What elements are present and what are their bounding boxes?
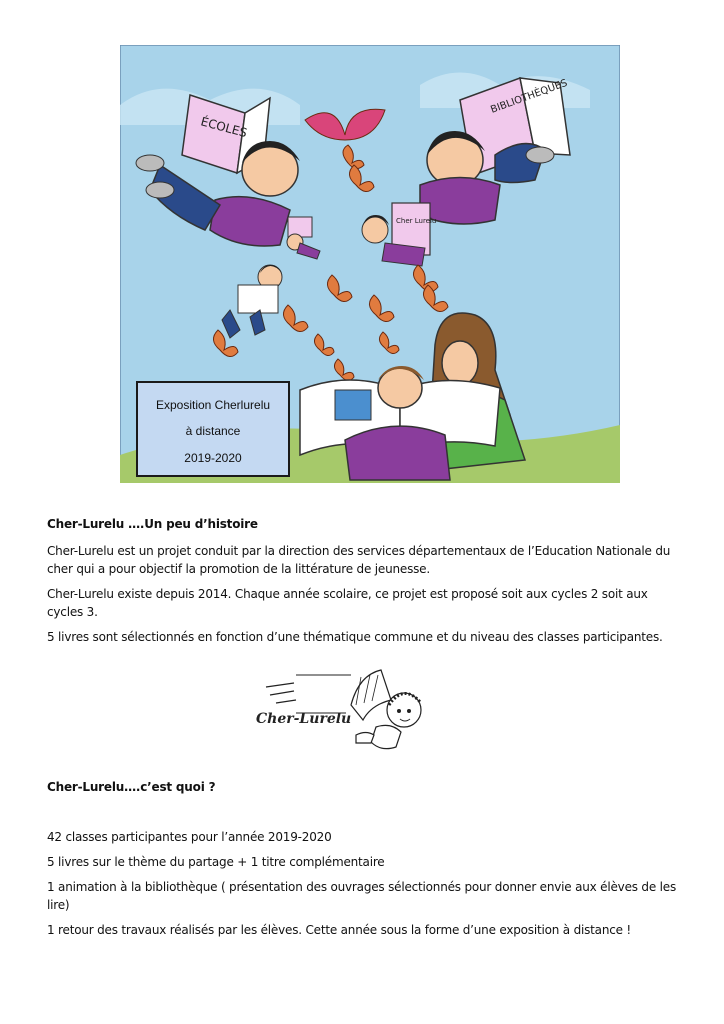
section1-paragraph-2: Cher-Lurelu existe depuis 2014. Chaque année scolaire, ce projet est proposé soit aux cycles 2 soit aux cycles 3. (47, 587, 648, 619)
book-small-label: Cher Lurelu (396, 217, 437, 225)
section1-paragraph-3: 5 livres sont sélectionnés en fonction d’une thématique commune et du niveau des classes participantes. (47, 630, 663, 644)
section2-line-3: 1 animation à la bibliothèque ( présentation des ouvrages sélectionnés pour donner envie aux élèves de les lire) (47, 880, 677, 912)
logo-label: Cher-Lurelu (256, 711, 352, 727)
section2-line-1: 42 classes participantes pour l’année 2019-2020 (47, 830, 332, 844)
exposition-line-2: à distance (185, 424, 241, 438)
section2-line-2: 5 livres sur le thème du partage + 1 titre complémentaire (47, 855, 385, 869)
section2-line-4: 1 retour des travaux réalisés par les élèves. Cette année sous la forme d’une exposition à distance ! (47, 923, 632, 937)
book-ecoles-label: ÉCOLES (199, 114, 249, 141)
exposition-line-1: Exposition Cherlurelu (155, 398, 271, 412)
section2-heading: Cher-Lurelu….c’est quoi ? (47, 780, 216, 794)
book-bibliotheques-label: BIBLIOTHÈQUES (489, 77, 570, 116)
section1-heading: Cher-Lurelu ….Un peu d’histoire (47, 517, 258, 531)
cher-lurelu-logo (256, 665, 440, 757)
exposition-line-3: 2019-2020 (184, 451, 242, 465)
exposition-box (136, 381, 290, 477)
section1-paragraph-1: Cher-Lurelu est un projet conduit par la direction des services départementaux de l’Education Nationale du cher qui a pour objectif la promotion de la littérature de jeunesse. (47, 544, 671, 576)
